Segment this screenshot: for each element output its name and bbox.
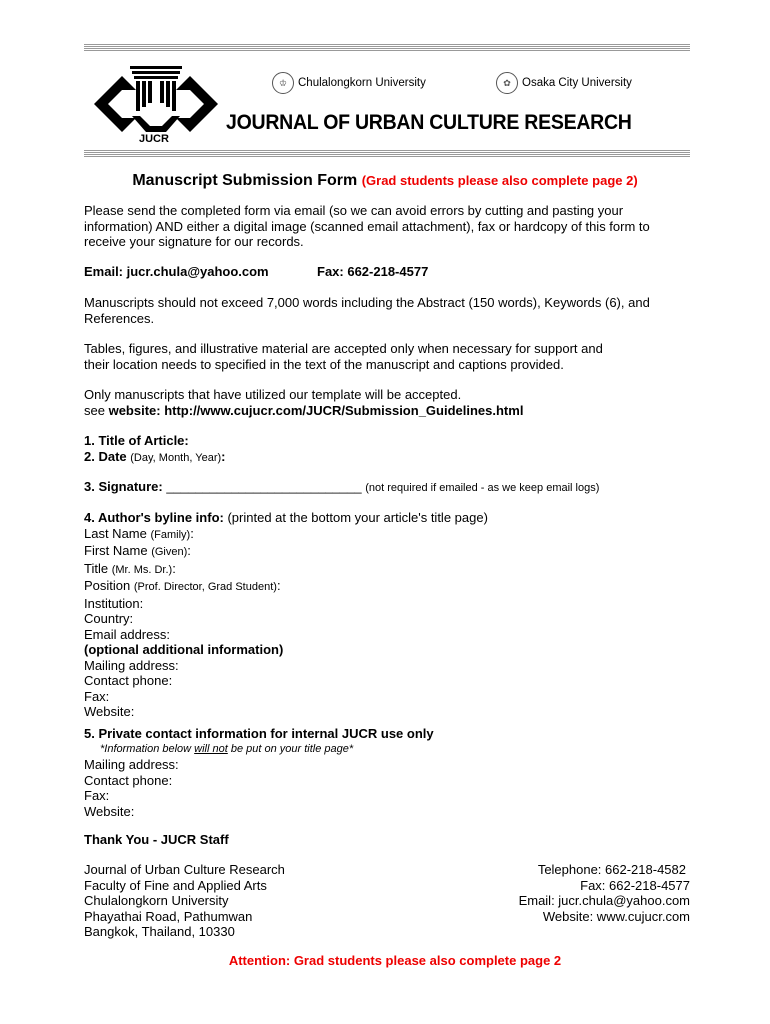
title-hint: (Mr. Ms. Dr.) xyxy=(111,563,173,576)
chulalongkorn-name: Chulalongkorn University xyxy=(298,77,426,89)
osaka-name: Osaka City University xyxy=(522,77,632,89)
note-emphasis: will not xyxy=(194,742,228,755)
template-line: Only manuscripts that have utilized our template will be accepted. xyxy=(84,387,462,402)
tables-paragraph xyxy=(84,341,704,372)
chulalongkorn-affiliation xyxy=(272,70,426,96)
private-fax-field[interactable]: Fax: xyxy=(84,788,110,803)
first-name-hint: (Given) xyxy=(151,546,188,558)
colon: : xyxy=(276,578,281,593)
mailing-address-field[interactable]: Mailing address: xyxy=(84,657,179,673)
intro-line: information) AND either a digital image (scanned email attachment), fax or hardcopy of this form to xyxy=(84,218,650,234)
template-link-line xyxy=(84,403,704,419)
contact-fax: Fax: 662-218-4577 xyxy=(317,264,429,279)
signature-note: (not required if emailed - as we keep email logs) xyxy=(365,482,600,494)
tables-line: Tables, figures, and illustrative material are accepted only when necessary for support and xyxy=(84,341,603,356)
field-date-colon: : xyxy=(221,449,226,464)
position-hint: (Prof. Director, Grad Student) xyxy=(133,581,277,593)
optional-info-heading: (optional additional information) xyxy=(84,642,284,657)
email-address-field[interactable]: Email address: xyxy=(84,626,170,642)
first-name-label: First Name xyxy=(84,543,148,558)
contact-email[interactable]: Email: jucr.chula@yahoo.com xyxy=(84,264,269,279)
position-label: Position xyxy=(84,578,131,593)
address-line: Journal of Urban Culture Research xyxy=(84,862,285,877)
last-name-label: Last Name xyxy=(84,525,147,541)
colon: : xyxy=(190,525,194,541)
title-label: Title xyxy=(84,560,109,576)
byline-heading xyxy=(84,510,704,526)
contact-website[interactable]: Website: www.cujucr.com xyxy=(542,908,690,924)
contact-fax: Fax: 662-218-4577 xyxy=(580,877,690,893)
intro-paragraph xyxy=(84,203,704,250)
chulalongkorn-seal-icon: ♔ xyxy=(272,72,294,94)
form-title: Manuscript Submission Form xyxy=(132,172,358,189)
note-part: be put on your title page* xyxy=(227,742,354,755)
thank-you-line: Thank You - JUCR Staff xyxy=(84,832,229,847)
journal-contact xyxy=(470,862,690,924)
form-heading xyxy=(0,172,770,190)
journal-title: JOURNAL OF URBAN CULTURE RESEARCH xyxy=(226,111,632,134)
tables-line: their location needs to specified in the text of the manuscript and captions provided. xyxy=(84,356,564,372)
word-limit-line: References. xyxy=(84,310,155,326)
address-line: Bangkok, Thailand, 10330 xyxy=(84,924,235,939)
private-contact-note xyxy=(84,742,704,758)
intro-line: receive your signature for our records. xyxy=(84,234,304,249)
first-name-field[interactable] xyxy=(84,543,704,561)
private-website-field[interactable]: Website: xyxy=(84,803,135,819)
title-field[interactable] xyxy=(84,561,704,579)
institution-field[interactable]: Institution: xyxy=(84,595,144,611)
signature-line[interactable]: ___________________________ xyxy=(166,479,362,494)
colon: : xyxy=(187,543,191,558)
contact-email[interactable]: Email: jucr.chula@yahoo.com xyxy=(518,893,690,908)
header-rule-top xyxy=(84,44,690,51)
intro-line: Please send the completed form via email (so we can avoid errors by cutting and pasting your xyxy=(84,203,624,218)
private-contact-heading: 5. Private contact information for internal JUCR use only xyxy=(84,726,434,741)
template-paragraph xyxy=(84,387,704,418)
header-rule-bottom xyxy=(84,150,690,157)
field-date-label: 2. Date xyxy=(84,449,127,464)
contact-telephone: Telephone: 662-218-4582 xyxy=(537,862,686,877)
contact-line xyxy=(84,264,704,280)
signature-label: 3. Signature: xyxy=(84,479,163,494)
attention-note: Attention: Grad students please also complete page 2 xyxy=(228,953,562,968)
word-limit-paragraph xyxy=(84,295,704,326)
note-part: *Information below xyxy=(100,742,195,755)
address-line: Faculty of Fine and Applied Arts xyxy=(84,877,267,893)
fax-field[interactable]: Fax: xyxy=(84,688,110,704)
field-title-of-article: 1. Title of Article: xyxy=(84,433,189,448)
address-line: Chulalongkorn University xyxy=(84,893,229,908)
private-mailing-field[interactable]: Mailing address: xyxy=(84,757,179,772)
byline-label: 4. Author's byline info: xyxy=(84,510,224,525)
field-signature xyxy=(84,479,724,497)
last-name-hint: (Family) xyxy=(150,528,191,541)
byline-note: (printed at the bottom your article's title page) xyxy=(227,510,488,525)
position-field[interactable] xyxy=(84,578,704,596)
field-date xyxy=(84,449,704,467)
osaka-affiliation xyxy=(496,70,632,96)
logo-text: JUCR xyxy=(139,133,169,145)
country-field[interactable]: Country: xyxy=(84,611,134,626)
last-name-field[interactable] xyxy=(84,526,704,544)
template-see: see xyxy=(84,402,109,418)
osaka-seal-icon: ✿ xyxy=(496,72,518,94)
field-private-contact xyxy=(84,726,704,819)
field-date-hint: (Day, Month, Year) xyxy=(130,452,222,464)
address-line: Phayathai Road, Pathumwan xyxy=(84,908,253,924)
contact-phone-field[interactable]: Contact phone: xyxy=(84,673,173,688)
colon: : xyxy=(172,560,176,576)
website-field[interactable]: Website: xyxy=(84,704,135,719)
private-phone-field[interactable]: Contact phone: xyxy=(84,772,173,788)
word-limit-line: Manuscripts should not exceed 7,000 words including the Abstract (150 words), Keywords (6), and xyxy=(84,295,650,310)
form-title-note: (Grad students please also complete page 2) xyxy=(361,173,638,188)
field-byline xyxy=(84,510,704,720)
template-website-link[interactable]: website: http://www.cujucr.com/JUCR/Submission_Guidelines.html xyxy=(108,402,524,418)
